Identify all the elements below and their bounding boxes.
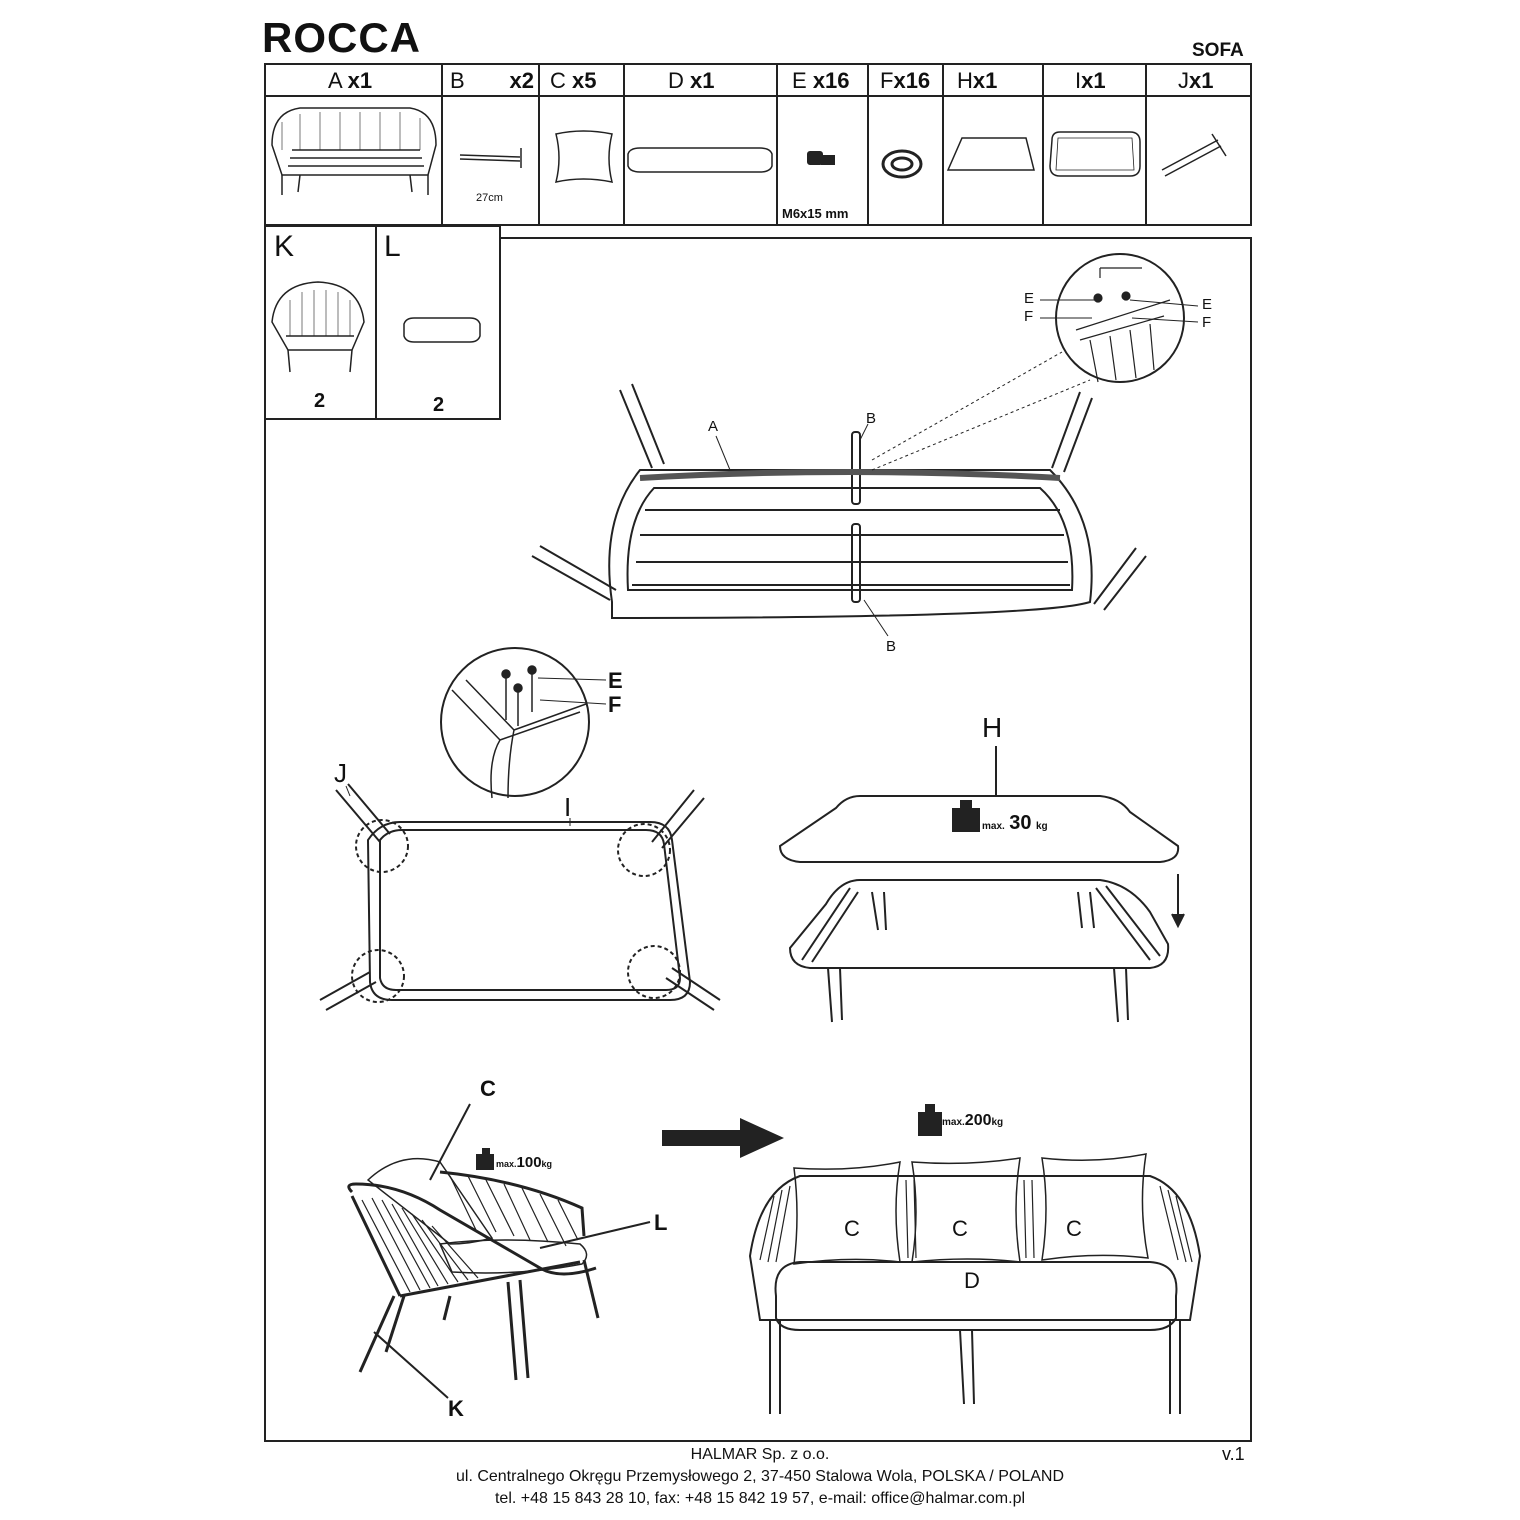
step4-label-k: K [448,1396,464,1421]
step1-sofa-frame-drawing [532,384,1146,618]
step5-label-c-right: C [1066,1216,1082,1241]
step1-label-f-right: F [1202,314,1212,331]
step1-leader-a [716,436,730,470]
step3-max-value: 30 [1009,812,1032,834]
part-a-sofa-frame-icon [272,108,436,195]
step5-max-prefix: max. [942,1117,965,1128]
step1-label-b-bottom: B [886,638,897,655]
step3-max-prefix: max. [982,821,1005,832]
step3-max-load [982,812,1048,835]
part-b-qty: x2 [509,68,534,93]
step2-label-e: E [608,668,623,693]
part-f-letter: F [880,68,894,93]
part-e-qty: x16 [812,68,850,93]
footer-company: HALMAR Sp. z o.o. [690,1446,830,1463]
table-grid [264,63,1251,420]
part-b-letter: B [450,68,465,93]
footer-contact: tel. +48 15 843 28 10, fax: +48 15 842 19 57, e-mail: office@halmar.com.pl [494,1490,1026,1507]
part-h-letter: H [957,68,973,93]
step5-pillow-left [794,1162,900,1264]
part-d-cushion-icon [628,148,772,172]
step5-max-unit: kg [991,1117,1004,1128]
part-k-armchair-icon [272,282,364,372]
step2-detail-contents [452,666,606,798]
step3-label-h: H [982,712,1003,743]
step4-label-l: L [654,1210,668,1235]
part-a-qty: x1 [347,68,373,93]
part-c-qty: x5 [572,68,597,93]
next-step-arrow [662,1118,784,1158]
step5-pillow-right [1042,1154,1148,1260]
part-c-pillow-icon [556,131,612,182]
step1-label-e-left: E [1024,290,1035,307]
step3-weight-icon [952,800,980,832]
part-h-glass-top-icon [948,138,1034,170]
part-f-qty: x16 [893,68,931,93]
step4-leader-k [374,1332,448,1398]
part-e-screw-icon [808,152,834,164]
part-d-qty: x1 [690,68,715,93]
step2-label-i: I [564,792,572,822]
step3-down-arrow [1172,874,1184,926]
part-h-qty: x1 [972,68,998,93]
part-b-length: 27cm [476,192,503,204]
step4-max-load [496,1154,552,1172]
step5-pillow-middle [912,1158,1020,1262]
part-c-letter: C [550,68,566,93]
step2-label-f: F [608,692,622,717]
step4-max-prefix: max. [496,1159,517,1169]
step5-label-c-middle: C [952,1216,968,1241]
step4-max-value: 100 [516,1154,542,1171]
step5-max-load [942,1112,1003,1130]
step5-max-value: 200 [964,1112,992,1129]
step4-armchair-drawing [349,1172,598,1380]
step2-label-j: J [334,758,347,788]
part-j-qty: x1 [1189,68,1214,93]
step4-cushion [440,1240,587,1273]
part-f-washer-icon [883,151,921,177]
step2-detail-circle [441,648,589,796]
document-title: ROCCA [262,14,421,61]
footer [0,1444,1520,1510]
part-a-letter: A [328,68,342,93]
version-label: v.1 [1222,1444,1245,1464]
part-j-leg-icon [1162,134,1226,176]
part-d-letter: D [668,68,684,93]
part-i-letter: I [1075,68,1082,93]
step3-max-unit: kg [1035,821,1048,832]
step1-leader-b-bottom [864,600,888,636]
part-k-letter: K [274,230,295,263]
part-i-qty: x1 [1081,68,1106,93]
product-type: SOFA [1192,40,1244,61]
part-e-letter: E [792,68,807,93]
step5-sofa-strings [760,1180,1192,1262]
step1-label-b-top: B [866,410,877,427]
part-e-size: M6x15 mm [782,206,849,221]
part-j-letter: J [1178,68,1189,93]
step5-label-d: D [964,1268,980,1293]
step2-table-frame-drawing [320,784,720,1010]
step4-weight-icon [476,1148,494,1170]
step1-label-f-left: F [1024,308,1034,325]
step5-weight-icon [918,1104,942,1136]
step5-label-c-left: C [844,1216,860,1241]
part-l-cushion-icon [404,318,480,342]
part-i-table-frame-icon [1050,132,1140,176]
step4-max-unit: kg [541,1159,553,1169]
step1-label-a: A [708,418,719,435]
step4-label-c: C [480,1076,496,1101]
step1-label-e-right: E [1202,296,1213,313]
footer-address: ul. Centralnego Okręgu Przemysłowego 2, 37-450 Stalowa Wola, POLSKA / POLAND [455,1468,1064,1485]
part-b-bracket-icon [460,148,521,168]
step4-leader-c [430,1104,470,1180]
part-l-letter: L [384,230,401,263]
part-k-qty: 2 [314,390,326,412]
part-l-qty: 2 [433,394,445,416]
step5-sofa-drawing [750,1176,1200,1414]
